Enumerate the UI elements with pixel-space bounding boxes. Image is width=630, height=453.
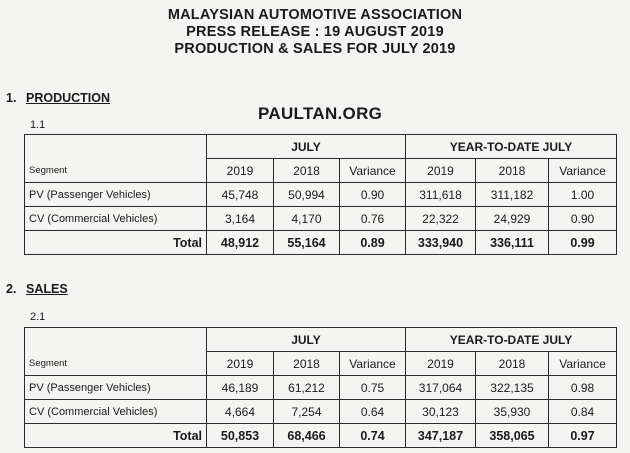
production-total-label: Total: [25, 231, 207, 255]
production-heading: [6, 91, 110, 105]
production-total-cell: 55,164: [274, 231, 340, 255]
production-month-group: JULY: [207, 135, 406, 159]
production-cell: 4,170: [274, 207, 340, 231]
production-total-cell: 48,912: [207, 231, 274, 255]
production-col-header: 2019: [406, 159, 476, 183]
sales-month-group: JULY: [207, 328, 406, 352]
production-total-cell: 336,111: [476, 231, 549, 255]
sales-col-header: 2019: [406, 352, 476, 376]
total-row: [25, 424, 617, 448]
production-col-header: 2018: [274, 159, 340, 183]
sales-col-header: 2018: [476, 352, 549, 376]
production-cell: 24,929: [476, 207, 549, 231]
sales-col-header: 2018: [274, 352, 340, 376]
production-col-header: Variance: [549, 159, 617, 183]
table-row: [25, 400, 617, 424]
production-cell: 311,618: [406, 183, 476, 207]
header-line-3: PRODUCTION & SALES FOR JULY 2019: [174, 41, 456, 57]
sales-total-cell: 68,466: [274, 424, 340, 448]
production-ytd-group: YEAR-TO-DATE JULY: [406, 135, 617, 159]
production-row-segment: PV (Passenger Vehicles): [25, 183, 207, 207]
sales-cell: 0.75: [340, 376, 406, 400]
sales-total-label: Total: [25, 424, 207, 448]
header-line-2: PRESS RELEASE : 19 AUGUST 2019: [186, 24, 444, 40]
production-cell: 0.90: [549, 207, 617, 231]
sales-number: 2.: [6, 282, 17, 296]
production-col-header: 2018: [476, 159, 549, 183]
table-row: [25, 183, 617, 207]
sales-cell: 0.64: [340, 400, 406, 424]
production-segment-label: Segment: [25, 159, 207, 183]
production-cell: 50,994: [274, 183, 340, 207]
production-number: 1.: [6, 91, 17, 105]
sales-total-cell: 0.97: [549, 424, 617, 448]
sales-total-cell: 347,187: [406, 424, 476, 448]
sales-cell: 35,930: [476, 400, 549, 424]
sales-cell: 7,254: [274, 400, 340, 424]
sales-cell: 0.98: [549, 376, 617, 400]
total-row: [25, 231, 617, 255]
production-total-cell: 0.99: [549, 231, 617, 255]
sales-table: [24, 327, 617, 448]
production-title: PRODUCTION: [26, 91, 111, 105]
sales-total-cell: 358,065: [476, 424, 549, 448]
table-row: [25, 376, 617, 400]
sales-total-cell: 50,853: [207, 424, 274, 448]
production-cell: 3,164: [207, 207, 274, 231]
sales-segment-header-top: [25, 328, 207, 352]
sales-cell: 30,123: [406, 400, 476, 424]
production-cell: 311,182: [476, 183, 549, 207]
production-subsection: 1.1: [30, 119, 46, 131]
sales-cell: 0.84: [549, 400, 617, 424]
sales-total-cell: 0.74: [340, 424, 406, 448]
production-cell: 45,748: [207, 183, 274, 207]
production-total-cell: 333,940: [406, 231, 476, 255]
table-row: [25, 207, 617, 231]
watermark: PAULTAN.ORG: [258, 104, 383, 123]
production-col-header: 2019: [207, 159, 274, 183]
production-cell: 22,322: [406, 207, 476, 231]
sales-row-segment: PV (Passenger Vehicles): [25, 376, 207, 400]
production-cell: 0.76: [340, 207, 406, 231]
sales-cell: 317,064: [406, 376, 476, 400]
production-row-segment: CV (Commercial Vehicles): [25, 207, 207, 231]
sales-cell: 46,189: [207, 376, 274, 400]
sales-segment-label: Segment: [25, 352, 207, 376]
production-segment-header-top: [25, 135, 207, 159]
sales-cell: 4,664: [207, 400, 274, 424]
sales-cell: 322,135: [476, 376, 549, 400]
production-table: [24, 134, 617, 255]
production-col-header: Variance: [340, 159, 406, 183]
sales-col-header: 2019: [207, 352, 274, 376]
sales-col-header: Variance: [340, 352, 406, 376]
sales-row-segment: CV (Commercial Vehicles): [25, 400, 207, 424]
production-total-cell: 0.89: [340, 231, 406, 255]
sales-ytd-group: YEAR-TO-DATE JULY: [406, 328, 617, 352]
sales-cell: 61,212: [274, 376, 340, 400]
header-line-1: MALAYSIAN AUTOMOTIVE ASSOCIATION: [167, 7, 463, 23]
sales-col-header: Variance: [549, 352, 617, 376]
production-cell: 0.90: [340, 183, 406, 207]
sales-subsection: 2.1: [30, 311, 46, 323]
sales-title: SALES: [26, 282, 68, 296]
sales-heading: [6, 282, 68, 296]
production-cell: 1.00: [549, 183, 617, 207]
